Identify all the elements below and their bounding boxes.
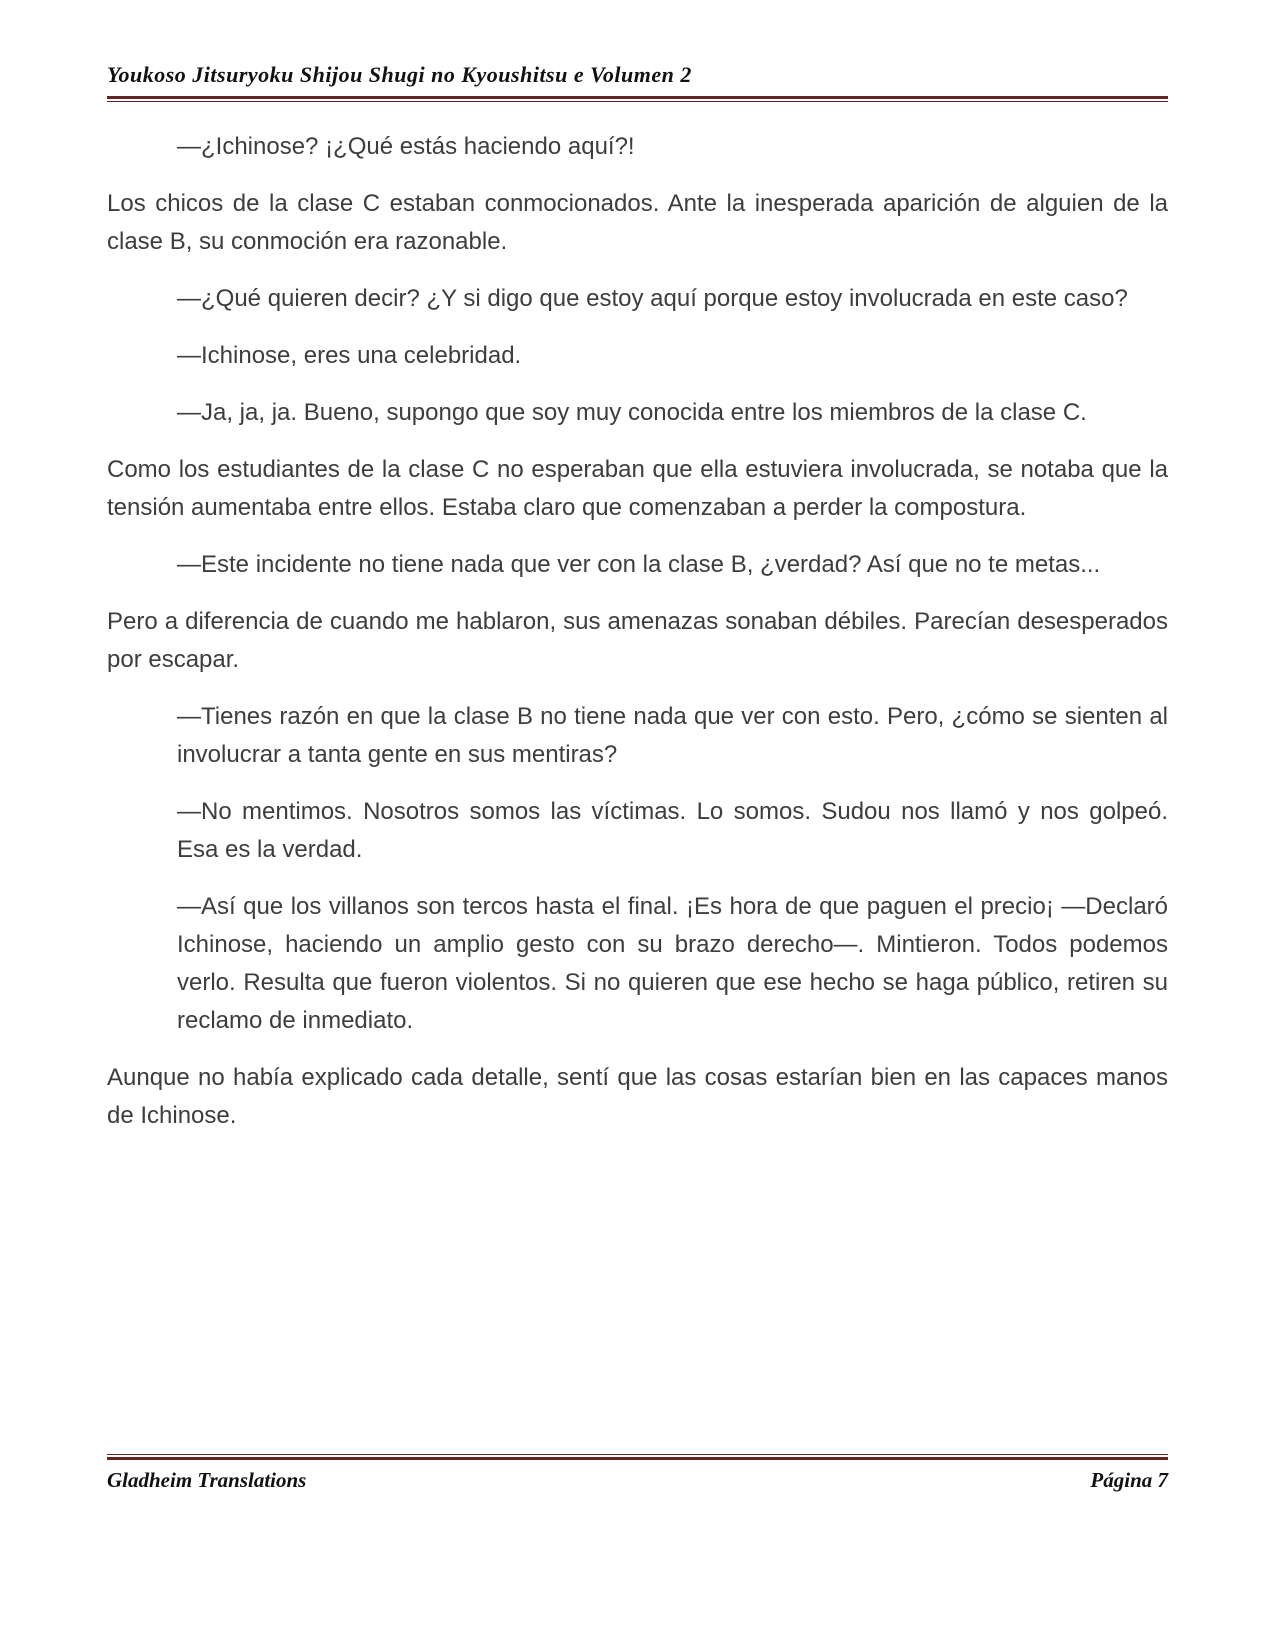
header-title: Youkoso Jitsuryoku Shijou Shugi no Kyoushitsu e Volumen 2 xyxy=(107,62,692,87)
dialogue-paragraph: —¿Qué quieren decir? ¿Y si digo que estoy aquí porque estoy involucrada en este caso? xyxy=(177,285,1128,312)
footer-translator-credit: Gladheim Translations xyxy=(107,1468,307,1492)
dialogue-paragraph: —Ichinose, eres una celebridad. xyxy=(177,342,522,369)
page-header xyxy=(107,62,1168,102)
page-footer xyxy=(107,1452,1168,1493)
footer-page-number: Página 7 xyxy=(1090,1468,1168,1492)
footer-rule-divider xyxy=(107,1454,1168,1460)
dialogue-paragraph: —¿Ichinose? ¡¿Qué estás haciendo aquí?! xyxy=(177,133,635,160)
footer-row xyxy=(107,1468,1168,1493)
narration-paragraph: Como los estudiantes de la clase C no esperaban que ella estuviera involucrada, se notaba que la tensión aumentaba entre ellos. Estaba claro que comenzaban a perder la compostura. xyxy=(107,456,1168,521)
document-body xyxy=(107,128,1168,1154)
header-rule-thick-line xyxy=(107,96,1168,99)
dialogue-paragraph: —Tienes razón en que la clase B no tiene nada que ver con esto. Pero, ¿cómo se sienten al involucrar a tanta gente en sus mentiras? xyxy=(177,703,1168,768)
narration-paragraph: Pero a diferencia de cuando me hablaron, sus amenazas sonaban débiles. Parecían desesperados por escapar. xyxy=(107,608,1168,673)
header-rule-thin-line xyxy=(107,101,1168,102)
narration-paragraph: Aunque no había explicado cada detalle, sentí que las cosas estarían bien en las capaces manos de Ichinose. xyxy=(107,1064,1168,1129)
dialogue-paragraph: —Este incidente no tiene nada que ver con la clase B, ¿verdad? Así que no te metas... xyxy=(177,551,1101,578)
dialogue-paragraph: —Ja, ja, ja. Bueno, supongo que soy muy conocida entre los miembros de la clase C. xyxy=(177,399,1087,426)
dialogue-paragraph: —Así que los villanos son tercos hasta el final. ¡Es hora de que paguen el precio¡ —Declaró Ichinose, haciendo un amplio gesto con su brazo derecho—. Mintieron. Todos podemos verlo. Resulta que fueron violentos. Si no quieren que ese hecho se haga público, retiren su reclamo de inmediato. xyxy=(177,893,1168,1034)
footer-rule-thick-line xyxy=(107,1457,1168,1460)
footer-rule-thin-line xyxy=(107,1454,1168,1455)
dialogue-paragraph: —No mentimos. Nosotros somos las víctimas. Lo somos. Sudou nos llamó y nos golpeó. Esa es la verdad. xyxy=(177,798,1168,863)
narration-paragraph: Los chicos de la clase C estaban conmocionados. Ante la inesperada aparición de alguien de la clase B, su conmoción era razonable. xyxy=(107,190,1168,255)
header-rule-divider xyxy=(107,96,1168,102)
